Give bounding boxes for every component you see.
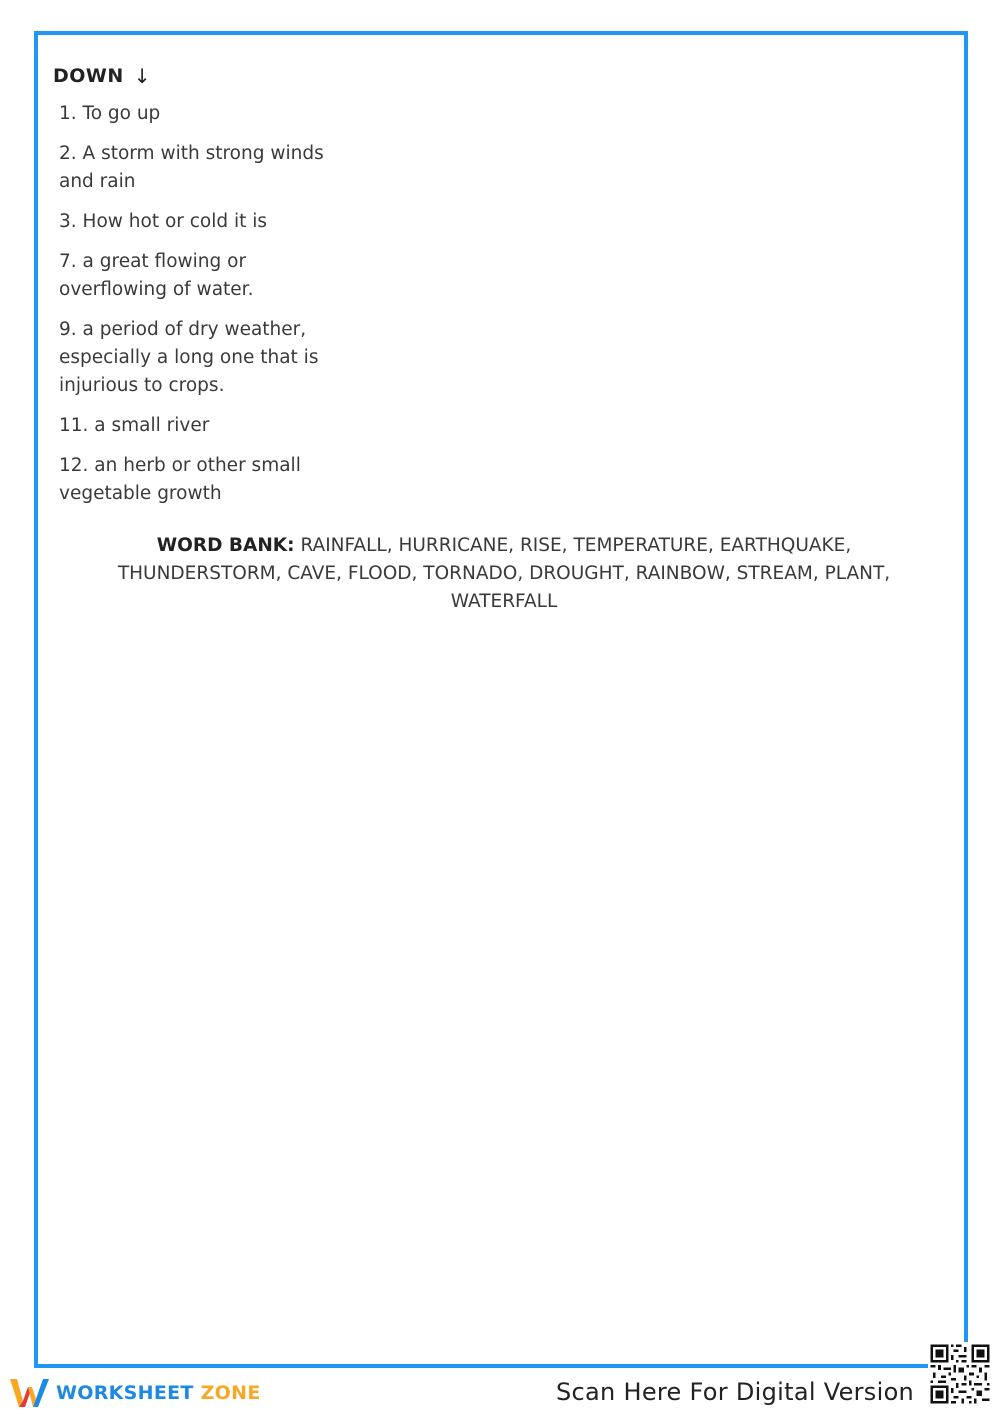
worksheet-zone-logo[interactable] xyxy=(10,1377,261,1409)
clue-item: 11. a small river xyxy=(59,415,210,436)
clue-item: 9. a period of dry weather, especially a long one that is injurious to crops. xyxy=(59,319,319,396)
scan-caption: Scan Here For Digital Version xyxy=(556,1378,915,1406)
word-bank-label: WORD BANK: xyxy=(156,535,295,556)
logo-w-icon xyxy=(10,1377,50,1409)
logo-text-zone: ZONE xyxy=(200,1382,261,1404)
clue-item: 2. A storm with strong winds and rain xyxy=(59,143,324,192)
arrow-down-icon: ↓ xyxy=(133,64,152,88)
down-heading xyxy=(53,64,151,88)
clue-item: 7. a great flowing or overflowing of water. xyxy=(59,251,254,300)
qr-code-icon[interactable] xyxy=(928,1342,992,1406)
down-heading-label: DOWN xyxy=(53,65,124,87)
clue-item: 12. an herb or other small vegetable growth xyxy=(59,455,301,504)
logo-text-worksheet: WORKSHEET xyxy=(56,1382,194,1404)
clue-item: 3. How hot or cold it is xyxy=(59,211,268,232)
logo-text xyxy=(56,1382,261,1404)
word-bank xyxy=(90,532,918,616)
word-bank-words: RAINFALL, HURRICANE, RISE, TEMPERATURE, EARTHQUAKE, THUNDERSTORM, CAVE, FLOOD, TORNADO, DROUGHT, RAINBOW, STREAM, PLANT, WATERFALL xyxy=(117,535,891,612)
clue-item: 1. To go up xyxy=(59,103,161,124)
down-clue-list xyxy=(59,100,344,520)
